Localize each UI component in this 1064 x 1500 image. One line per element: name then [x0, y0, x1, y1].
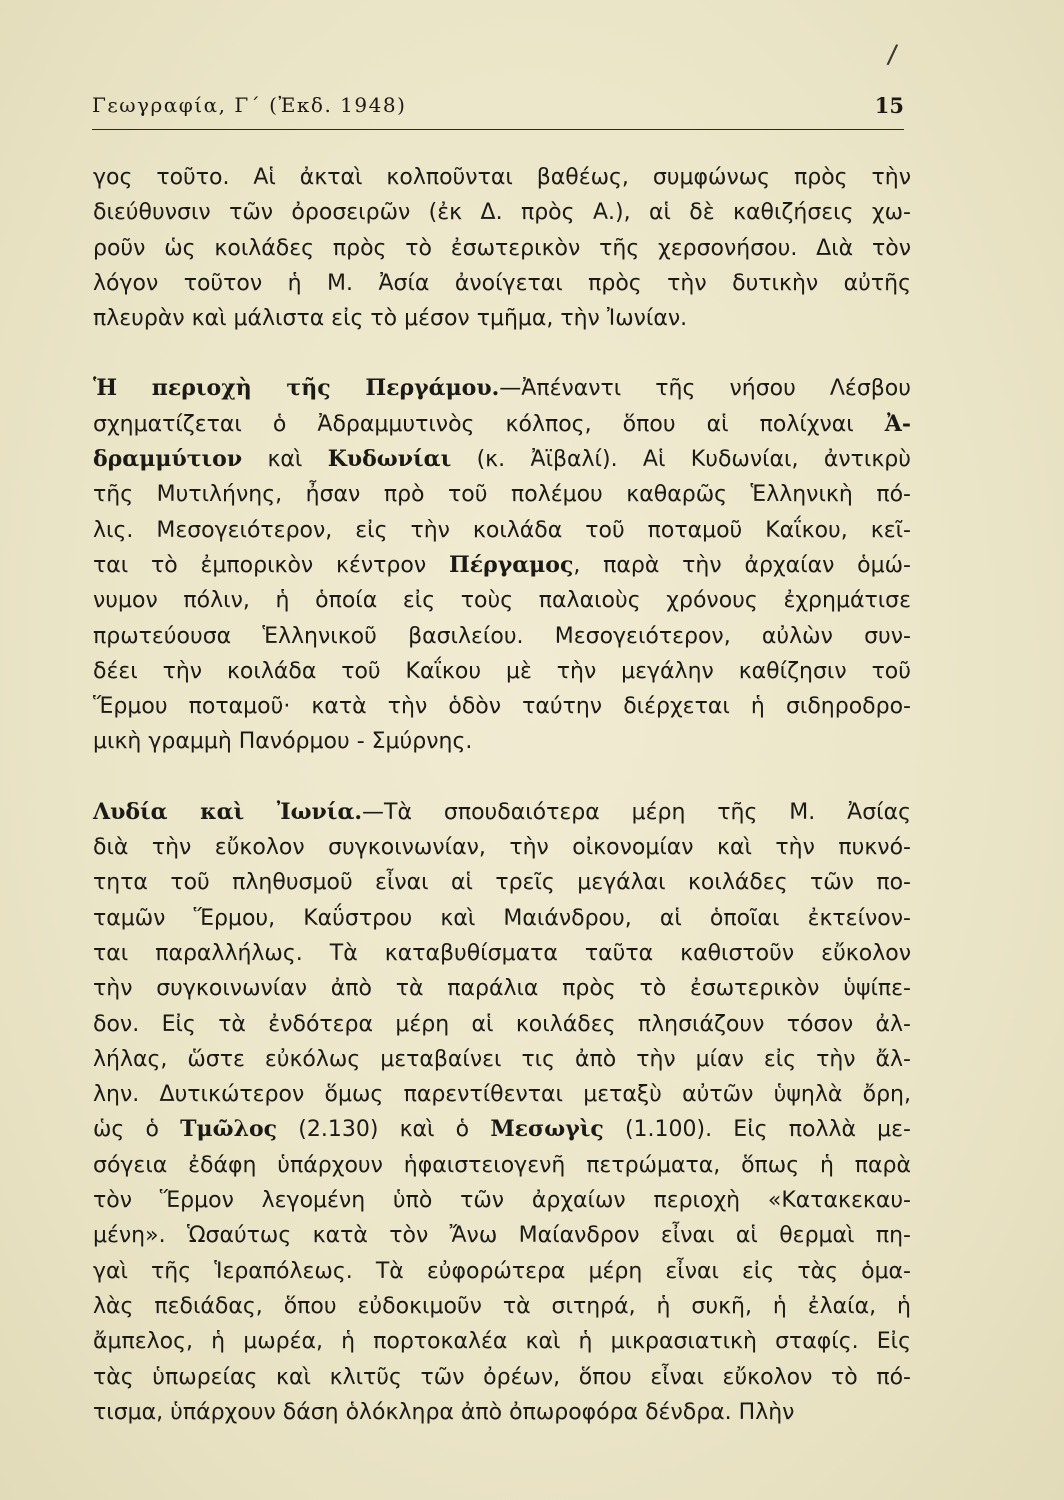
text-run: (2.130) καὶ ὁ: [277, 1117, 491, 1143]
section-heading: Ἡ περιοχὴ τῆς Περγάμου.: [93, 375, 500, 402]
text-run: μένη». Ὡσαύτως κατὰ τὸν Ἄνω Μαίανδρον εἶναι αἱ θερμαὶ πη-: [93, 1223, 911, 1249]
bold-term: Ἀ-: [884, 410, 911, 437]
bold-term: Πέργαμος: [448, 551, 574, 578]
text-line: [93, 266, 911, 301]
text-run: ἄμπελος, ἡ μωρέα, ἡ πορτοκαλέα καὶ ἡ μικρασιατικὴ σταφίς. Εἰς: [93, 1329, 911, 1355]
text-line: [93, 1007, 911, 1042]
running-head: Γεωγραφία, Γ΄ (Ἐκδ. 1948): [92, 93, 407, 117]
text-line: [93, 1112, 911, 1147]
text-line: [93, 901, 911, 936]
text-run: δον. Εἰς τὰ ἐνδότερα μέρη αἱ κοιλάδες πλησιάζουν τόσον ἀλ-: [93, 1011, 911, 1037]
text-line: [93, 654, 911, 689]
text-run: σχηματίζεται ὁ Ἀδραμμυτινὸς κόλπος, ὅπου αἱ πολίχναι: [93, 411, 885, 437]
text-line: [93, 1289, 911, 1324]
text-line: [93, 689, 911, 724]
text-run: τὰς ὑπωρείας καὶ κλιτῦς τῶν ὀρέων, ὅπου εἶναι εὔκολον τὸ πό-: [93, 1364, 911, 1390]
text-run: λην. Δυτικώτερον ὅμως παρεντίθενται μεταξὺ αὐτῶν ὑψηλὰ ὄρη,: [93, 1082, 911, 1108]
text-run: πλευρὰν καὶ μάλιστα εἰς τὸ μέσον τμῆμα, τὴν Ἰωνίαν.: [93, 306, 688, 332]
text-line: [93, 407, 911, 442]
text-line: [93, 160, 911, 195]
text-run: λήλας, ὥστε εὐκόλως μεταβαίνει τις ἀπὸ τὴν μίαν εἰς τὴν ἄλ-: [93, 1046, 911, 1072]
text-run: λὰς πεδιάδας, ὅπου εὐδοκιμοῦν τὰ σιτηρά, ἡ συκῆ, ἡ ἐλαία, ἡ: [93, 1293, 911, 1319]
text-run: γος τοῦτο. Αἱ ἀκταὶ κολποῦνται βαθέως, συμφώνως πρὸς τὴν: [93, 165, 911, 190]
paragraph: [93, 160, 911, 336]
text-run: τισμα, ὑπάρχουν δάση ὁλόκληρα ἀπὸ ὀπωροφόρα δένδρα. Πλὴν: [93, 1399, 795, 1425]
text-run: λις. Μεσογειότερον, εἰς τὴν κοιλάδα τοῦ ποταμοῦ Καΐκου, κεῖ-: [93, 517, 911, 543]
bold-term: δραμμύτιον: [93, 446, 243, 473]
text-run: δέει τὴν κοιλάδα τοῦ Καΐκου μὲ τὴν μεγάλην καθίζησιν τοῦ: [93, 658, 911, 684]
text-run: τῆς Μυτιλήνης, ἦσαν πρὸ τοῦ πολέμου καθαρῶς Ἑλληνικὴ πό-: [93, 482, 911, 508]
text-line: [93, 1183, 911, 1218]
text-run: μικὴ γραμμὴ Πανόρμου - Σμύρνης.: [93, 729, 473, 755]
text-line: [93, 231, 911, 266]
text-line: [93, 583, 911, 618]
text-run: ται παραλλήλως. Τὰ καταβυθίσματα ταῦτα καθιστοῦν εὔκολον: [93, 940, 911, 966]
section-heading: Λυδία καὶ Ἰωνία.: [93, 798, 363, 825]
page-header: [92, 93, 904, 125]
page-number: 15: [874, 93, 904, 118]
text-run: —Τὰ σπουδαιότερα μέρη τῆς Μ. Ἀσίας: [362, 799, 911, 825]
text-line: [93, 1254, 911, 1289]
bold-term: Κυδωνίαι: [327, 446, 452, 473]
text-run: —Ἀπέναντι τῆς νήσου Λέσβου: [499, 376, 911, 402]
text-line: [93, 1324, 911, 1359]
text-line: [93, 795, 911, 830]
text-line: [93, 1218, 911, 1253]
text-run: ροῦν ὡς κοιλάδες πρὸς τὸ ἐσωτερικὸν τῆς χερσονήσου. Διὰ τὸν: [93, 235, 911, 261]
text-line: [93, 936, 911, 971]
text-run: νυμον πόλιν, ἡ ὁποία εἰς τοὺς παλαιοὺς χρόνους ἐχρημάτισε: [93, 588, 911, 614]
text-run: , παρὰ τὴν ἀρχαίαν ὁμώ-: [573, 552, 911, 578]
text-line: [93, 724, 911, 759]
body-text: [93, 160, 911, 1430]
text-run: ται τὸ ἐμπορικὸν κέντρον: [93, 552, 449, 578]
text-run: Ἕρμου ποταμοῦ· κατὰ τὴν ὁδὸν ταύτην διέρχεται ἡ σιδηροδρο-: [93, 694, 911, 720]
paragraph: [93, 795, 911, 1430]
text-line: [93, 1042, 911, 1077]
text-line: [93, 477, 911, 512]
text-line: [93, 513, 911, 548]
text-run: καὶ: [242, 447, 328, 473]
text-run: ὡς ὁ: [93, 1117, 181, 1143]
text-line: [93, 971, 911, 1006]
text-line: [93, 830, 911, 865]
text-run: σόγεια ἐδάφη ὑπάρχουν ἡφαιστειογενῆ πετρώματα, ὅπως ἡ παρὰ: [93, 1152, 911, 1178]
text-line: [93, 548, 911, 583]
text-line: [93, 1395, 911, 1430]
text-line: [93, 195, 911, 230]
text-run: τὸν Ἕρμον λεγομένη ὑπὸ τῶν ἀρχαίων περιοχὴ «Κατακεκαυ-: [93, 1188, 911, 1214]
pencil-mark: /: [885, 39, 899, 71]
text-run: ταμῶν Ἕρμου, Καΰστρου καὶ Μαιάνδρου, αἱ ὁποῖαι ἐκτείνον-: [93, 905, 911, 931]
text-run: διεύθυνσιν τῶν ὀροσειρῶν (ἐκ Δ. πρὸς Α.), αἱ δὲ καθιζήσεις χω-: [93, 200, 911, 226]
paragraph: [93, 371, 911, 759]
text-line: [93, 1360, 911, 1395]
text-run: (κ. Ἀϊβαλί). Αἱ Κυδωνίαι, ἀντικρὺ: [451, 447, 911, 473]
text-run: διὰ τὴν εὔκολον συγκοινωνίαν, τὴν οἰκονομίαν καὶ τὴν πυκνό-: [93, 835, 911, 861]
header-rule: [92, 129, 904, 130]
bold-term: Μεσωγὶς: [490, 1116, 604, 1143]
text-run: τὴν συγκοινωνίαν ἀπὸ τὰ παράλια πρὸς τὸ ἐσωτερικὸν ὑψίπε-: [93, 976, 911, 1002]
text-line: [93, 865, 911, 900]
text-run: γαὶ τῆς Ἱεραπόλεως. Τὰ εὐφορώτερα μέρη εἶναι εἰς τὰς ὁμα-: [93, 1258, 911, 1284]
text-run: λόγον τοῦτον ἡ Μ. Ἀσία ἀνοίγεται πρὸς τὴν δυτικὴν αὐτῆς: [93, 270, 911, 296]
text-run: πρωτεύουσα Ἑλληνικοῦ βασιλείου. Μεσογειότερον, αὐλὼν συν-: [93, 623, 911, 649]
text-line: [93, 442, 911, 477]
text-line: [93, 619, 911, 654]
text-line: [93, 1148, 911, 1183]
text-run: (1.100). Εἰς πολλὰ με-: [603, 1117, 911, 1143]
bold-term: Τμῶλος: [180, 1116, 278, 1143]
text-line: [93, 301, 911, 336]
text-run: τητα τοῦ πληθυσμοῦ εἶναι αἱ τρεῖς μεγάλαι κοιλάδες τῶν πο-: [93, 870, 911, 896]
text-line: [93, 371, 911, 406]
text-line: [93, 1077, 911, 1112]
